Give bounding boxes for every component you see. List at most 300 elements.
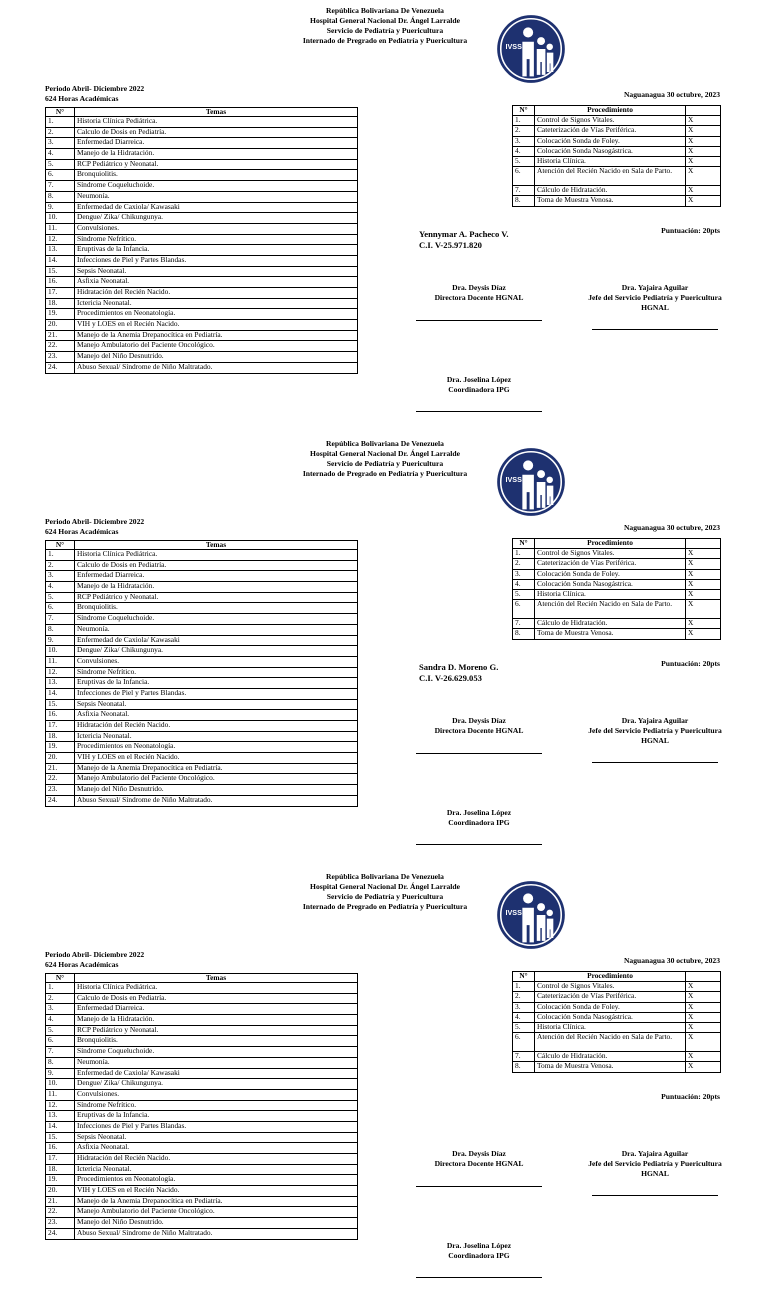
tema-title: Calculo de Dosis en Pediatría. [75, 993, 358, 1004]
proc-number: 4. [513, 146, 535, 156]
tema-number: 23. [46, 1218, 75, 1229]
tema-title: Hidratación del Recién Nacido. [75, 288, 358, 299]
tema-number: 17. [46, 721, 75, 732]
signature-role: HGNAL [641, 303, 669, 312]
tema-number: 23. [46, 352, 75, 363]
table-row [46, 582, 358, 593]
tema-title: Abuso Sexual/ Síndrome de Niño Maltratado. [75, 362, 358, 373]
score-text: Puntuación: 20pts [661, 1092, 720, 1101]
table-row [513, 1052, 721, 1062]
table-row [46, 266, 358, 277]
tema-title: Manejo Ambulatorio del Paciente Oncológico. [75, 1207, 358, 1218]
proc-check: X [686, 982, 721, 992]
tema-title: Convulsiones. [75, 1089, 358, 1100]
table-row [513, 600, 721, 619]
temas-table [45, 540, 358, 807]
proc-check: X [686, 116, 721, 126]
table-row [46, 1196, 358, 1207]
tema-number: 6. [46, 603, 75, 614]
table-row [513, 1002, 721, 1012]
tema-number: 4. [46, 582, 75, 593]
proc-title: Atención del Recién Nacido en Sala de Parto. [535, 167, 686, 186]
table-row [513, 126, 721, 136]
signature-name: Dra. Yajaira Aguilar [621, 1149, 689, 1158]
proc-number: 4. [513, 1012, 535, 1022]
tema-number: 9. [46, 202, 75, 213]
tema-title: Síndrome Nefrítico. [75, 1100, 358, 1111]
proc-header-title: Procedimiento [535, 106, 686, 116]
tema-number: 6. [46, 1036, 75, 1047]
proc-check: X [686, 600, 721, 619]
proc-title: Control de Signos Vitales. [535, 982, 686, 992]
table-row [46, 592, 358, 603]
table-row [46, 330, 358, 341]
tema-number: 12. [46, 1100, 75, 1111]
tema-number: 1. [46, 117, 75, 128]
tema-number: 21. [46, 330, 75, 341]
tema-title: Manejo del Niño Desnutrido. [75, 1218, 358, 1229]
proc-check: X [686, 1033, 721, 1052]
tema-title: Sepsis Neonatal. [75, 266, 358, 277]
logo-text: IVSS [505, 475, 522, 484]
tema-title: Síndrome Nefrítico. [75, 667, 358, 678]
proc-number: 7. [513, 186, 535, 196]
tema-title: Eruptivas de la Infancia. [75, 678, 358, 689]
header-line: Hospital General Nacional Dr. Ángel Larralde [310, 882, 460, 891]
score-text: Puntuación: 20pts [661, 659, 720, 668]
procedimientos-table [512, 538, 721, 640]
logo-text: IVSS [505, 42, 522, 51]
proc-title: Colocación Sonda de Foley. [535, 1002, 686, 1012]
table-row [46, 742, 358, 753]
student-name: Yennymar A. Pacheco V. [419, 229, 509, 239]
table-row [513, 186, 721, 196]
proc-title: Cálculo de Hidratación. [535, 186, 686, 196]
tema-number: 10. [46, 646, 75, 657]
proc-check: X [686, 629, 721, 639]
signature-coordinadora [414, 375, 544, 395]
proc-title: Cálculo de Hidratación. [535, 619, 686, 629]
tema-number: 5. [46, 159, 75, 170]
signature-role: Coordinadora IPG [448, 1251, 510, 1260]
tema-number: 22. [46, 341, 75, 352]
tema-number: 7. [46, 614, 75, 625]
certificate-section [0, 866, 768, 1299]
hours-text: 624 Horas Académicas [45, 527, 119, 536]
tema-title: Dengue/ Zika/ Chikungunya. [75, 646, 358, 657]
tema-number: 21. [46, 1196, 75, 1207]
tema-title: Procedimientos en Neonatología. [75, 742, 358, 753]
tema-number: 8. [46, 191, 75, 202]
table-row [46, 753, 358, 764]
table-row [513, 579, 721, 589]
tema-title: Infecciones de Piel y Partes Blandas. [75, 1121, 358, 1132]
tema-number: 18. [46, 731, 75, 742]
table-row [46, 1207, 358, 1218]
table-row [46, 181, 358, 192]
signature-name: Dra. Yajaira Aguilar [621, 716, 689, 725]
tema-number: 13. [46, 678, 75, 689]
tema-title: VIH y LOES en el Recién Nacido. [75, 753, 358, 764]
table-row [513, 136, 721, 146]
tema-title: Infecciones de Piel y Partes Blandas. [75, 688, 358, 699]
proc-check: X [686, 619, 721, 629]
tema-title: Historia Clínica Pediátrica. [75, 550, 358, 561]
tema-title: VIH y LOES en el Recién Nacido. [75, 320, 358, 331]
tema-number: 3. [46, 138, 75, 149]
proc-check: X [686, 126, 721, 136]
tema-title: Sepsis Neonatal. [75, 699, 358, 710]
tema-title: Dengue/ Zika/ Chikungunya. [75, 213, 358, 224]
tema-title: Manejo del Niño Desnutrido. [75, 785, 358, 796]
table-row [46, 320, 358, 331]
table-row [46, 1057, 358, 1068]
proc-check: X [686, 196, 721, 206]
tema-number: 12. [46, 667, 75, 678]
table-row [46, 1079, 358, 1090]
table-row [46, 624, 358, 635]
tema-title: Eruptivas de la Infancia. [75, 1111, 358, 1122]
proc-number: 7. [513, 619, 535, 629]
proc-header-check [686, 972, 721, 982]
table-row [46, 1164, 358, 1175]
proc-number: 8. [513, 1062, 535, 1072]
tema-title: Manejo de la Anemia Drepanocítica en Pediatría. [75, 763, 358, 774]
tema-title: Manejo de la Anemia Drepanocítica en Pediatría. [75, 330, 358, 341]
period-text: Periodo Abril- Diciembre 2022 [45, 950, 145, 959]
tema-title: Infecciones de Piel y Partes Blandas. [75, 255, 358, 266]
tema-number: 14. [46, 255, 75, 266]
table-row [46, 127, 358, 138]
temas-header-title: Temas [75, 108, 358, 117]
proc-check: X [686, 167, 721, 186]
date-text: Naguanagua 30 octubre, 2023 [623, 90, 720, 99]
proc-check: X [686, 579, 721, 589]
tema-number: 10. [46, 1079, 75, 1090]
signature-role: Coordinadora IPG [448, 385, 510, 394]
table-row [513, 589, 721, 599]
logo-text: IVSS [505, 908, 522, 917]
period-info [45, 84, 144, 104]
signature-directora [414, 1149, 544, 1169]
tema-number: 16. [46, 1143, 75, 1154]
institution-header [250, 6, 520, 46]
tema-title: Historia Clínica Pediátrica. [75, 117, 358, 128]
table-row [46, 785, 358, 796]
proc-number: 3. [513, 136, 535, 146]
signature-role: Directora Docente HGNAL [434, 1159, 524, 1168]
table-row [46, 255, 358, 266]
table-row [513, 196, 721, 206]
table-row [46, 1068, 358, 1079]
tema-number: 16. [46, 710, 75, 721]
student-ci: C.I. V-25.971.820 [419, 240, 482, 250]
table-row [46, 983, 358, 994]
signature-line [592, 329, 718, 330]
tema-number: 24. [46, 795, 75, 806]
proc-number: 5. [513, 1022, 535, 1032]
proc-check: X [686, 1022, 721, 1032]
tema-title: Manejo de la Hidratación. [75, 149, 358, 160]
table-row [46, 667, 358, 678]
proc-number: 2. [513, 126, 535, 136]
proc-title: Toma de Muestra Venosa. [535, 1062, 686, 1072]
tema-number: 17. [46, 1154, 75, 1165]
tema-number: 8. [46, 624, 75, 635]
header-line: Hospital General Nacional Dr. Ángel Larralde [310, 16, 460, 25]
tema-number: 19. [46, 309, 75, 320]
tema-number: 14. [46, 1121, 75, 1132]
proc-title: Colocación Sonda Nasogástrica. [535, 579, 686, 589]
table-row [46, 277, 358, 288]
proc-check: X [686, 1052, 721, 1062]
tema-title: Bronquiolitis. [75, 603, 358, 614]
proc-title: Colocación Sonda de Foley. [535, 569, 686, 579]
tema-title: Convulsiones. [75, 656, 358, 667]
institution-header [250, 872, 520, 912]
proc-number: 8. [513, 196, 535, 206]
tema-title: Neumonía. [75, 1057, 358, 1068]
table-row [513, 146, 721, 156]
proc-number: 1. [513, 116, 535, 126]
tema-number: 20. [46, 753, 75, 764]
tema-title: Ictericia Neonatal. [75, 298, 358, 309]
tema-title: Manejo Ambulatorio del Paciente Oncológico. [75, 774, 358, 785]
proc-title: Historia Clínica. [535, 156, 686, 166]
tema-number: 9. [46, 1068, 75, 1079]
table-row [46, 1036, 358, 1047]
tema-title: Manejo de la Hidratación. [75, 1015, 358, 1026]
period-text: Periodo Abril- Diciembre 2022 [45, 517, 145, 526]
proc-title: Colocación Sonda de Foley. [535, 136, 686, 146]
tema-title: Síndrome Coqueluchoide. [75, 1047, 358, 1058]
proc-number: 4. [513, 579, 535, 589]
table-row [46, 223, 358, 234]
tema-number: 4. [46, 1015, 75, 1026]
tema-number: 3. [46, 1004, 75, 1015]
proc-title: Colocación Sonda Nasogástrica. [535, 146, 686, 156]
signature-name: Dra. Joselina López [446, 1241, 512, 1250]
temas-header-number: N° [46, 974, 75, 983]
table-row [513, 629, 721, 639]
tema-number: 23. [46, 785, 75, 796]
signature-name: Dra. Yajaira Aguilar [621, 283, 689, 292]
procedimientos-table [512, 971, 721, 1073]
table-row [46, 763, 358, 774]
table-row [46, 571, 358, 582]
tema-title: Bronquiolitis. [75, 170, 358, 181]
proc-header-title: Procedimiento [535, 972, 686, 982]
signature-line [416, 1186, 542, 1187]
proc-number: 1. [513, 982, 535, 992]
temas-header-number: N° [46, 541, 75, 550]
table-row [46, 352, 358, 363]
student-name: Sandra D. Moreno G. [419, 662, 499, 672]
score-text: Puntuación: 20pts [661, 226, 720, 235]
tema-title: Enfermedad Diarreica. [75, 571, 358, 582]
tema-number: 11. [46, 1089, 75, 1100]
table-row [513, 1012, 721, 1022]
tema-title: Sepsis Neonatal. [75, 1132, 358, 1143]
proc-title: Historia Clínica. [535, 589, 686, 599]
proc-check: X [686, 1012, 721, 1022]
tema-number: 11. [46, 223, 75, 234]
tema-number: 6. [46, 170, 75, 181]
table-row [46, 1186, 358, 1197]
tema-number: 19. [46, 1175, 75, 1186]
signature-line [416, 753, 542, 754]
tema-title: Hidratación del Recién Nacido. [75, 721, 358, 732]
tema-number: 13. [46, 1111, 75, 1122]
proc-check: X [686, 156, 721, 166]
tema-title: Asfixia Neonatal. [75, 1143, 358, 1154]
tema-number: 10. [46, 213, 75, 224]
tema-title: Convulsiones. [75, 223, 358, 234]
table-row [46, 1047, 358, 1058]
signature-role: Jefe del Servicio Pediatría y Puericultura [588, 293, 722, 302]
proc-check: X [686, 992, 721, 1002]
certificate-section [0, 433, 768, 866]
tema-number: 18. [46, 298, 75, 309]
signature-line [416, 1277, 542, 1278]
tema-title: Eruptivas de la Infancia. [75, 245, 358, 256]
signature-line [592, 1195, 718, 1196]
proc-check: X [686, 569, 721, 579]
table-row [513, 1033, 721, 1052]
proc-check: X [686, 589, 721, 599]
table-row [46, 614, 358, 625]
header-line: República Bolivariana De Venezuela [326, 439, 444, 448]
tema-number: 20. [46, 1186, 75, 1197]
tema-title: Síndrome Nefrítico. [75, 234, 358, 245]
tema-title: Procedimientos en Neonatología. [75, 1175, 358, 1186]
table-row [46, 721, 358, 732]
proc-title: Control de Signos Vitales. [535, 116, 686, 126]
table-row [513, 992, 721, 1002]
table-row [513, 619, 721, 629]
signature-coordinadora [414, 1241, 544, 1261]
proc-title: Cateterización de Vías Periférica. [535, 992, 686, 1002]
table-row [46, 678, 358, 689]
student-info [419, 662, 498, 684]
proc-title: Cateterización de Vías Periférica. [535, 126, 686, 136]
tema-number: 18. [46, 1164, 75, 1175]
proc-title: Toma de Muestra Venosa. [535, 629, 686, 639]
tema-number: 3. [46, 571, 75, 582]
proc-check: X [686, 136, 721, 146]
table-row [46, 138, 358, 149]
proc-number: 7. [513, 1052, 535, 1062]
table-row [46, 699, 358, 710]
table-row [46, 202, 358, 213]
ivss-logo [495, 879, 567, 951]
tema-number: 12. [46, 234, 75, 245]
proc-header-title: Procedimiento [535, 539, 686, 549]
table-row [46, 1132, 358, 1143]
period-text: Periodo Abril- Diciembre 2022 [45, 84, 145, 93]
proc-check: X [686, 559, 721, 569]
tema-title: Ictericia Neonatal. [75, 731, 358, 742]
tema-title: Asfixia Neonatal. [75, 710, 358, 721]
tema-number: 1. [46, 550, 75, 561]
proc-title: Colocación Sonda Nasogástrica. [535, 1012, 686, 1022]
tema-title: RCP Pediátrico y Neonatal. [75, 592, 358, 603]
tema-number: 4. [46, 149, 75, 160]
tema-number: 19. [46, 742, 75, 753]
tema-title: RCP Pediátrico y Neonatal. [75, 1025, 358, 1036]
proc-number: 3. [513, 1002, 535, 1012]
tema-title: Manejo Ambulatorio del Paciente Oncológico. [75, 341, 358, 352]
tema-number: 22. [46, 1207, 75, 1218]
tema-title: Calculo de Dosis en Pediatría. [75, 560, 358, 571]
signature-role: Directora Docente HGNAL [434, 293, 524, 302]
table-row [46, 1089, 358, 1100]
proc-number: 6. [513, 167, 535, 186]
table-row [46, 1004, 358, 1015]
tema-title: Síndrome Coqueluchoide. [75, 181, 358, 192]
tema-number: 14. [46, 688, 75, 699]
header-line: República Bolivariana De Venezuela [326, 872, 444, 881]
table-row [513, 982, 721, 992]
proc-title: Cálculo de Hidratación. [535, 1052, 686, 1062]
proc-check: X [686, 549, 721, 559]
proc-header-number: N° [513, 972, 535, 982]
temas-header-title: Temas [75, 974, 358, 983]
table-row [46, 1100, 358, 1111]
proc-check: X [686, 1062, 721, 1072]
header-line: Internado de Pregrado en Pediatría y Puericultura [302, 902, 468, 911]
header-line: República Bolivariana De Venezuela [326, 6, 444, 15]
temas-table [45, 973, 358, 1240]
signature-jefe-servicio [580, 283, 730, 313]
proc-number: 5. [513, 156, 535, 166]
proc-number: 8. [513, 629, 535, 639]
tema-number: 16. [46, 277, 75, 288]
tema-title: Neumonía. [75, 624, 358, 635]
tema-number: 1. [46, 983, 75, 994]
tema-number: 5. [46, 592, 75, 603]
proc-number: 2. [513, 992, 535, 1002]
tema-number: 15. [46, 1132, 75, 1143]
signature-name: Dra. Deysis Díaz [452, 283, 506, 292]
signature-role: Directora Docente HGNAL [434, 726, 524, 735]
tema-title: Ictericia Neonatal. [75, 1164, 358, 1175]
table-row [46, 117, 358, 128]
table-row [46, 191, 358, 202]
tema-number: 9. [46, 635, 75, 646]
table-row [46, 1025, 358, 1036]
tema-title: Bronquiolitis. [75, 1036, 358, 1047]
table-row [46, 288, 358, 299]
proc-number: 1. [513, 549, 535, 559]
table-row [46, 341, 358, 352]
tema-title: Enfermedad de Caxiola/ Kawasaki [75, 1068, 358, 1079]
proc-title: Control de Signos Vitales. [535, 549, 686, 559]
header-line: Servicio de Pediatría y Puericultura [326, 892, 444, 901]
table-row [513, 569, 721, 579]
temas-header-number: N° [46, 108, 75, 117]
proc-title: Toma de Muestra Venosa. [535, 196, 686, 206]
signature-jefe-servicio [580, 716, 730, 746]
table-row [46, 688, 358, 699]
signature-name: Dra. Joselina López [446, 375, 512, 384]
tema-title: Síndrome Coqueluchoide. [75, 614, 358, 625]
tema-number: 15. [46, 266, 75, 277]
table-row [513, 116, 721, 126]
table-row [46, 795, 358, 806]
proc-title: Atención del Recién Nacido en Sala de Parto. [535, 600, 686, 619]
tema-title: Historia Clínica Pediátrica. [75, 983, 358, 994]
